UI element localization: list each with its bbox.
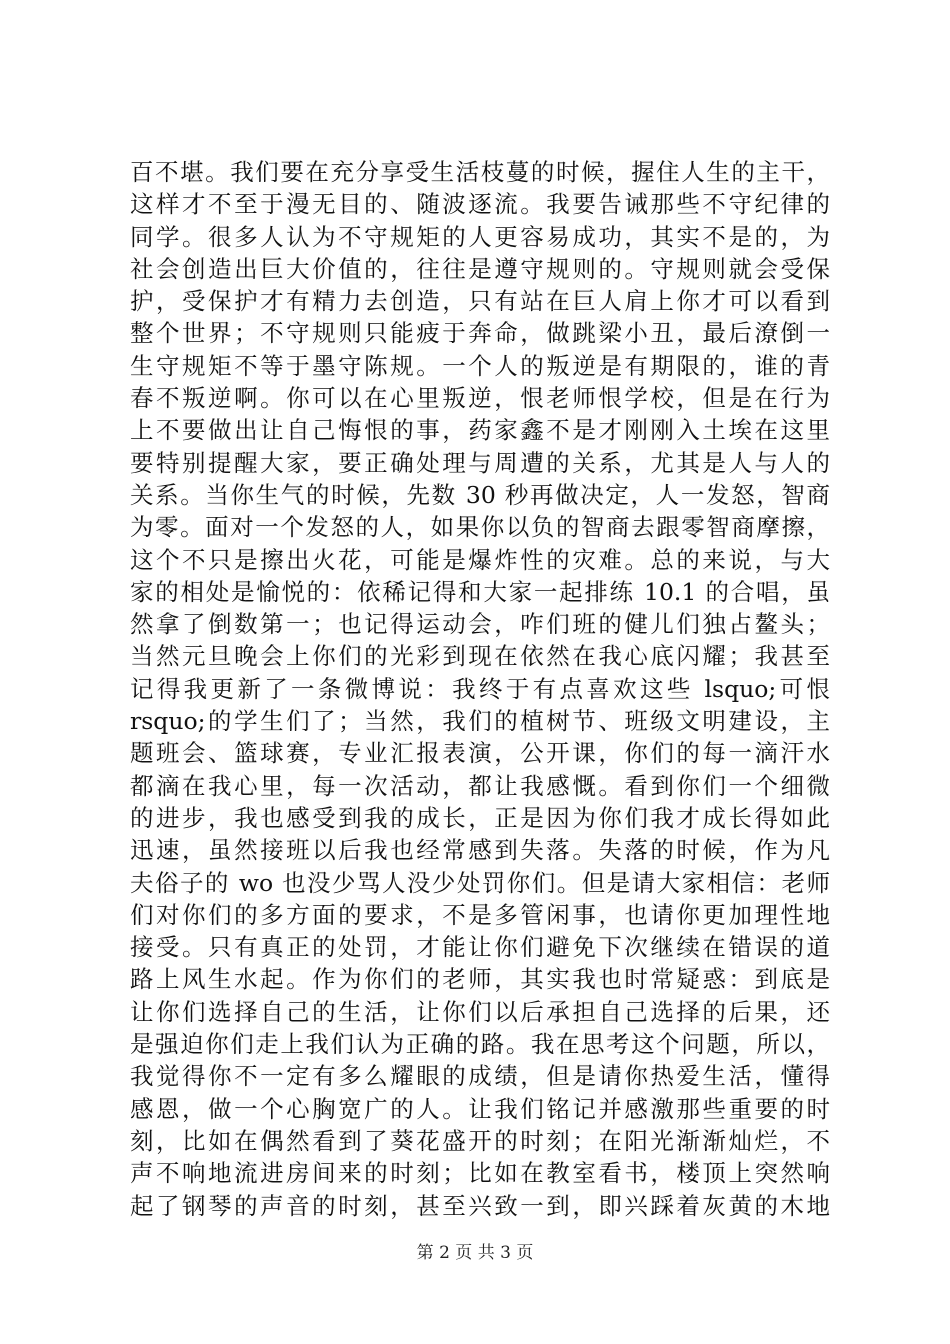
text-line: 迅速，虽然接班以后我也经常感到失落。失落的时候，作为凡 xyxy=(130,836,830,865)
text-line: 记得我更新了一条微博说：我终于有点喜欢这些 lsquo;可恨 xyxy=(130,674,830,703)
text-line: 家的相处是愉悦的：依稀记得和大家一起排练 10.1 的合唱，虽 xyxy=(130,577,830,606)
text-line: 声不响地流进房间来的时刻；比如在教室看书，楼顶上突然响 xyxy=(130,1159,830,1188)
text-line: 刻，比如在偶然看到了葵花盛开的时刻；在阳光渐渐灿烂，不 xyxy=(130,1126,830,1155)
text-line: 都滴在我心里，每一次活动，都让我感慨。看到你们一个细微 xyxy=(130,771,830,800)
text-line: 路上风生水起。作为你们的老师，其实我也时常疑惑：到底是 xyxy=(130,965,830,994)
text-line: rsquo;的学生们了；当然，我们的植树节、班级文明建设，主 xyxy=(130,707,830,736)
text-line: 起了钢琴的声音的时刻，甚至兴致一到，即兴踩着灰黄的木地 xyxy=(130,1191,830,1220)
text-line: 接受。只有真正的处罚，才能让你们避免下次继续在错误的道 xyxy=(130,933,830,962)
text-line: 的进步，我也感受到我的成长，正是因为你们我才成长得如此 xyxy=(130,803,830,832)
text-line: 这个不只是擦出火花，可能是爆炸性的灾难。总的来说，与大 xyxy=(130,545,830,574)
text-line: 让你们选择自己的生活，让你们以后承担自己选择的后果，还 xyxy=(130,997,830,1026)
text-line: 百不堪。我们要在充分享受生活枝蔓的时候，握住人生的主干， xyxy=(130,158,830,186)
text-line: 我觉得你不一定有多么耀眼的成绩，但是请你热爱生活，懂得 xyxy=(130,1062,830,1091)
text-line: 然拿了倒数第一；也记得运动会，咋们班的健儿们独占鳌头； xyxy=(130,610,830,639)
text-line: 上不要做出让自己悔恨的事，药家鑫不是才刚刚入土埃在这里 xyxy=(130,416,830,445)
text-line: 题班会、篮球赛，专业汇报表演，公开课，你们的每一滴汗水 xyxy=(130,739,830,768)
text-line: 们对你们的多方面的要求，不是多管闲事，也请你更加理性地 xyxy=(130,900,830,929)
text-line: 是强迫你们走上我们认为正确的路。我在思考这个问题，所以， xyxy=(130,1030,830,1059)
text-line: 关系。当你生气的时候，先数 30 秒再做决定，人一发怒，智商 xyxy=(130,480,830,509)
text-line: 当然元旦晚会上你们的光彩到现在依然在我心底闪耀；我甚至 xyxy=(130,642,830,671)
text-line: 这样才不至于漫无目的、随波逐流。我要告诫那些不守纪律的 xyxy=(130,190,830,219)
page-number-footer: 第 2 页 共 3 页 xyxy=(416,1243,534,1263)
text-line: 同学。很多人认为不守规矩的人更容易成功，其实不是的，为 xyxy=(130,222,830,251)
body-text xyxy=(130,156,830,1222)
text-line: 护，受保护才有精力去创造，只有站在巨人肩上你才可以看到 xyxy=(130,287,830,316)
text-line: 夫俗子的 wo 也没少骂人没少处罚你们。但是请大家相信：老师 xyxy=(130,868,830,897)
text-line: 感恩，做一个心胸宽广的人。让我们铭记并感激那些重要的时 xyxy=(130,1094,830,1123)
text-line: 春不叛逆啊。你可以在心里叛逆，恨老师恨学校，但是在行为 xyxy=(130,384,830,413)
text-line: 生守规矩不等于墨守陈规。一个人的叛逆是有期限的，谁的青 xyxy=(130,351,830,380)
text-line: 要特别提醒大家，要正确处理与周遭的关系，尤其是人与人的 xyxy=(130,448,830,477)
text-line: 社会创造出巨大价值的，往往是遵守规则的。守规则就会受保 xyxy=(130,254,830,283)
text-line: 整个世界；不守规则只能疲于奔命，做跳梁小丑，最后潦倒一 xyxy=(130,319,830,348)
text-line: 为零。面对一个发怒的人，如果你以负的智商去跟零智商摩擦， xyxy=(130,513,830,542)
